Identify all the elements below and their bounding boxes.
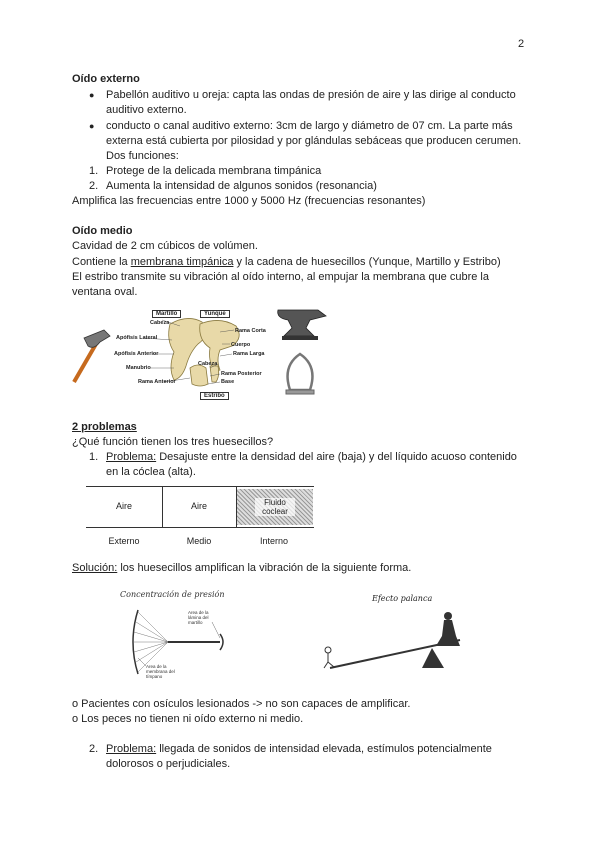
ossicles-drawing	[70, 306, 340, 402]
table-cell-fluido	[237, 489, 313, 525]
contiene-pre: Contiene la	[72, 256, 131, 268]
table-label-interno: Interno	[259, 536, 289, 546]
cavidad-text: Cavidad de 2 cm cúbicos de volúmen.	[72, 240, 258, 252]
table-label-externo: Externo	[108, 536, 140, 546]
label-cuerpo: Cuerpo	[231, 342, 251, 348]
problem2-line2: dolorosos o perjudiciales.	[106, 758, 231, 770]
hammer-illustration	[74, 330, 110, 382]
question-text: ¿Qué función tienen los tres huesecillos?	[72, 436, 274, 448]
figure-ossicles	[70, 306, 340, 402]
table-label-medio: Medio	[186, 536, 212, 546]
table-cell-aire-medio: Aire	[190, 501, 207, 511]
function-2: Aumenta la intensidad de algunos sonidos (resonancia)	[106, 180, 377, 192]
problem2-text: llegada de sonidos de intensidad elevada, estímulos potencialmente	[156, 743, 492, 755]
label-manubrio: Manubrio	[126, 365, 151, 371]
estribo-line2: ventana oval.	[72, 286, 138, 298]
section-title-oido-externo: Oído externo	[72, 73, 140, 85]
lever-drawing	[310, 588, 470, 678]
section-title-oido-medio: Oído medio	[72, 225, 133, 237]
page-number: 2	[518, 38, 525, 50]
label-base: Base	[221, 379, 235, 385]
solucion-label: Solución:	[72, 562, 118, 574]
label-rama-larga: Rama Larga	[233, 351, 265, 357]
bullet2-line3: Dos funciones:	[106, 150, 179, 162]
problem1-line2: en la cóclea (alta).	[106, 466, 196, 478]
label-rama-corta: Rama Corta	[235, 328, 266, 334]
membrana-link: membrana timpánica	[130, 256, 234, 268]
bullet1-line2: auditivo externo.	[106, 104, 187, 116]
concentracion-title: Concentración de presión	[120, 590, 225, 599]
figure-concentracion	[116, 588, 236, 684]
bullet1-line1: Pabellón auditivo u oreja: capta las ondas de presión de aire y las dirige al conducto	[106, 89, 516, 101]
bullet-dot: ●	[89, 121, 95, 131]
anvil-illustration	[278, 310, 326, 340]
estribo-line1: El estribo transmite su vibración al oído interno, al empujar la membrana que cubre la	[72, 271, 489, 283]
amplifica-text: Amplifica las frecuencias entre 1000 y 5000 Hz (frecuencias resonantes)	[72, 195, 426, 207]
note-2: o Los peces no tienen ni oído externo ni medio.	[72, 713, 304, 725]
label-cabeza-estribo: Cabeza	[198, 361, 218, 367]
function-1: Protege de la delicada membrana timpánica	[106, 165, 322, 177]
list-number: 1.	[89, 451, 99, 463]
section-title-problemas: 2 problemas	[72, 421, 137, 433]
contiene-text	[72, 255, 501, 269]
stirrup-illustration	[286, 354, 314, 394]
fluido-label: Fluido coclear	[255, 498, 295, 516]
list-number: 2.	[89, 743, 99, 755]
solucion-body: los huesecillos amplifican la vibración de la siguiente forma.	[117, 562, 412, 574]
problem1-text: Desajuste entre la densidad del aire (baja) y del líquido acuoso contenido	[156, 451, 517, 463]
figure-palanca	[310, 588, 470, 678]
label-rama-anterior: Rama Anterior	[138, 379, 176, 385]
label-apofisis-lateral: Apófisis Lateral	[116, 335, 158, 341]
list-number: 2.	[89, 180, 99, 192]
contiene-post: y la cadena de huesecillos (Yunque, Martillo y Estribo)	[233, 256, 501, 268]
label-area-timpano: Area de la membrana del tímpano	[146, 664, 175, 679]
table-cell-aire-externo: Aire	[115, 501, 132, 511]
label-area-martillo: Area de la lámina del martillo	[188, 610, 209, 625]
box-martillo: Martillo	[152, 310, 181, 318]
problem1-line1	[106, 450, 517, 464]
palanca-title: Efecto palanca	[372, 594, 433, 603]
problem2-line1	[106, 742, 492, 756]
solucion-text	[72, 561, 411, 575]
label-apofisis-anterior: Apófisis Anterior	[114, 351, 159, 357]
bullet2-line2: externa está cubierta por pilosidad y por glándulas sebáceas que producen cerumen.	[106, 135, 522, 147]
label-cabeza: Cabeza	[150, 320, 170, 326]
bullet2-line1: conducto o canal auditivo externo: 3cm de largo y diámetro de 07 cm. La parte más	[106, 120, 513, 132]
box-yunque: Yunque	[200, 310, 230, 318]
bullet-dot: ●	[89, 90, 95, 100]
box-estribo: Estribo	[200, 392, 229, 400]
label-rama-posterior: Rama Posterior	[221, 371, 262, 377]
note-1: o Pacientes con osículos lesionados -> no son capaces de amplificar.	[72, 698, 411, 710]
problem2-label: Problema:	[106, 743, 157, 755]
list-number: 1.	[89, 165, 99, 177]
density-table	[86, 486, 314, 528]
problem1-label: Problema:	[106, 451, 157, 463]
